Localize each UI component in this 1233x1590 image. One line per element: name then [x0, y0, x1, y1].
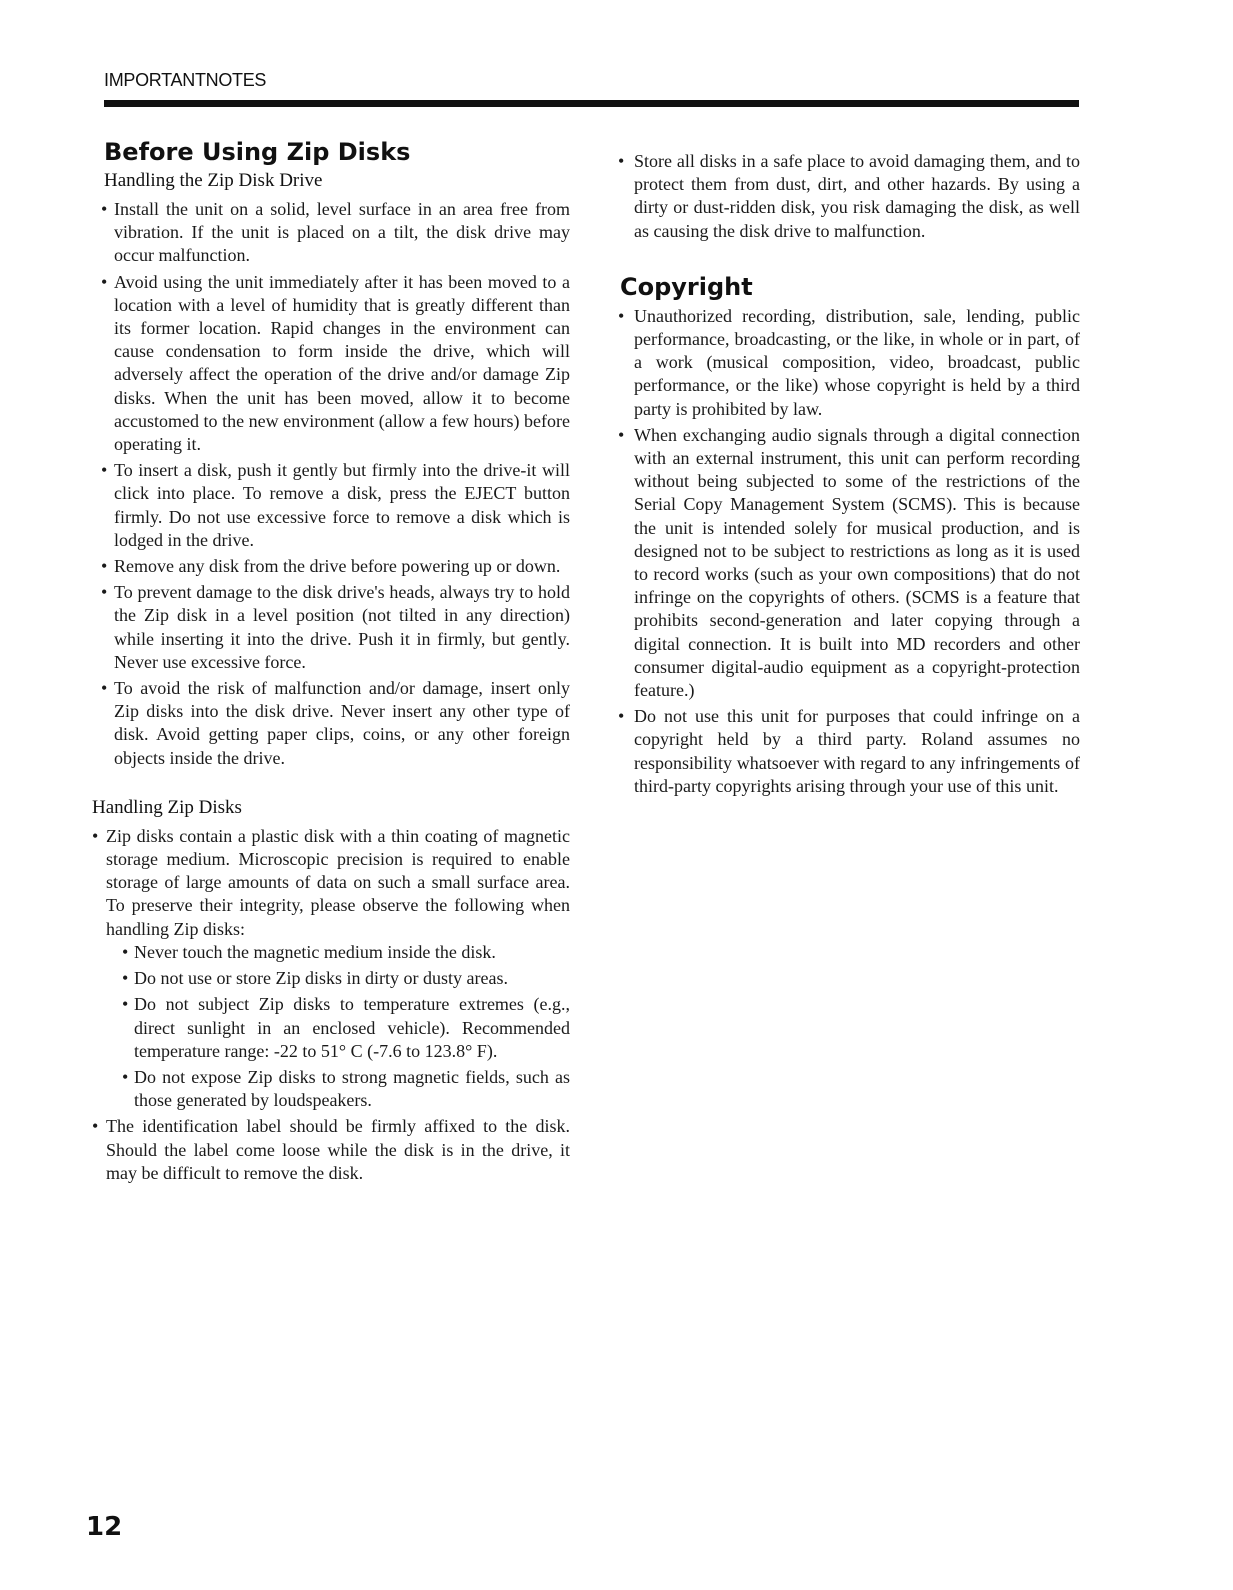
- list-item: • When exchanging audio signals through a digital connection with an external instrument, this unit can perform recording without being subjected to some of the restrictions of the Serial Copy Management System (SCMS). This is because the unit is intended solely for musical production, and is designed not to be subject to restrictions as long as it is used to record works (such as your own compositions) that do not infringe on the copyrights of others. (SCMS is a feature that prohibits second-generation and later copying through a digital connection. It is built into MD recorders and other consumer digital-audio equipment as a copyright-protection feature.): [612, 424, 1080, 702]
- list-item: • To insert a disk, push it gently but firmly into the drive-it will click into place. To remove a disk, press the EJECT button firmly. Do not use excessive force to remove a disk which is lodged in the drive.: [92, 459, 570, 552]
- running-header: IMPORTANTNOTES: [104, 70, 267, 90]
- sub-list-item: • Do not expose Zip disks to strong magnetic fields, such as those generated by loudspeakers.: [106, 1066, 570, 1112]
- list-item: • Store all disks in a safe place to avoid damaging them, and to protect them from dust, dirt, and other hazards. By using a dirty or dust-ridden disk, you risk damaging the disk, as well as causing the disk drive to malfunction.: [612, 150, 1080, 243]
- list-item: • Install the unit on a solid, level surface in an area free from vibration. If the unit is placed on a tilt, the disk drive may occur malfunction.: [92, 198, 570, 268]
- list-item: • Unauthorized recording, distribution, sale, lending, public performance, broadcasting, or the like, in whole or in part, of a work (musical composition, video, broadcast, public performance, or the like) whose copyright is held by a third party is prohibited by law.: [612, 305, 1080, 421]
- list-item: • Avoid using the unit immediately after it has been moved to a location with a level of humidity that is greatly different than its former location. Rapid changes in the environment can cause condensation to form inside the drive, which will adversely affect the operation of the drive and/or damage Zip disks. When the unit has been moved, allow it to become accustomed to the new environment (allow a few hours) before operating it.: [92, 271, 570, 457]
- subsection-title-disks: Handling Zip Disks: [92, 796, 242, 818]
- list-item: • To avoid the risk of malfunction and/or damage, insert only Zip disks into the disk drive. Never insert any other type of disk. Avoid getting paper clips, coins, or any other foreign objects inside the drive.: [92, 677, 570, 770]
- left-column: [92, 138, 570, 1188]
- list-item: • Remove any disk from the drive before powering up or down.: [92, 555, 570, 578]
- disk-handling-list: [92, 825, 570, 1185]
- list-item: [92, 825, 570, 1112]
- copyright-section: [612, 273, 1080, 798]
- storage-list: [612, 150, 1080, 243]
- zip-disks-section: [92, 797, 570, 1185]
- drive-handling-list: [92, 198, 570, 770]
- list-item: • To prevent damage to the disk drive's heads, always try to hold the Zip disk in a level position (not tilted in any direction) while inserting it into the drive. Push it in firmly, but gently. Never use excessive force.: [92, 581, 570, 674]
- right-column: [612, 150, 1080, 801]
- section-title-copyright: Copyright: [620, 272, 753, 301]
- sub-list-item: • Do not use or store Zip disks in dirty or dusty areas.: [106, 967, 570, 990]
- disk-sub-list: [106, 941, 570, 1112]
- sub-list-item: • Do not subject Zip disks to temperature extremes (e.g., direct sunlight in an enclosed vehicle). Recommended temperature range: -22 to 51° C (-7.6 to 123.8° F).: [106, 993, 570, 1063]
- copyright-list: [612, 305, 1080, 798]
- list-item: • Do not use this unit for purposes that could infringe on a copyright held by a third party. Roland assumes no responsibility whatsoever with regard to any infringements of third-party copyrights arising through your use of this unit.: [612, 705, 1080, 798]
- list-item: • The identification label should be firmly affixed to the disk. Should the label come loose while the disk is in the drive, it may be difficult to remove the disk.: [92, 1115, 570, 1185]
- section-title-before-using: Before Using Zip Disks: [104, 138, 411, 166]
- header-rule: [104, 100, 1079, 107]
- zip-drive-section: [92, 138, 570, 770]
- subsection-title-drive: Handling the Zip Disk Drive: [104, 170, 323, 191]
- disk-intro-text: Zip disks contain a plastic disk with a thin coating of magnetic storage medium. Microscopic precision is required to enable storage of large amounts of data on such a small surface area. To preserve their integrity, please observe the following when handling Zip disks:: [106, 825, 570, 939]
- sub-list-item: • Never touch the magnetic medium inside the disk.: [106, 941, 570, 964]
- page-number: 12: [86, 1512, 123, 1542]
